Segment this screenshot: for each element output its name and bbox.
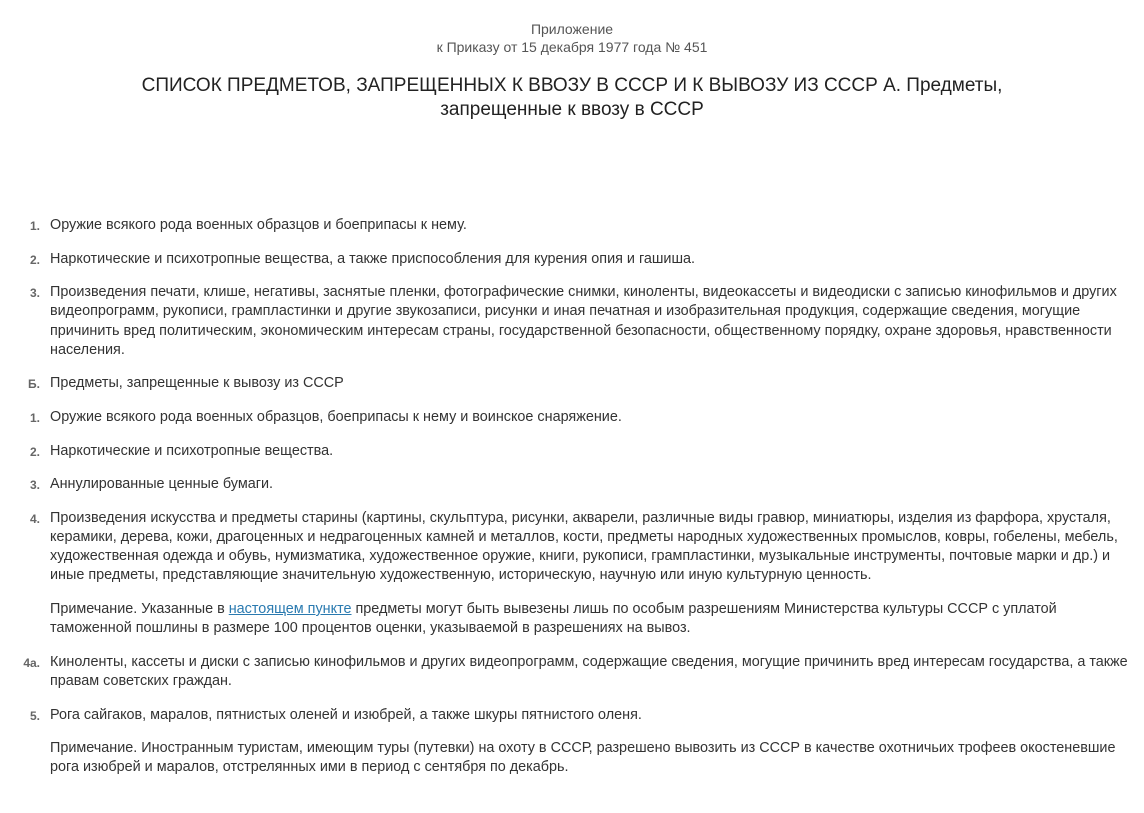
clause-number: 1. xyxy=(29,410,40,425)
clause-number: 4. xyxy=(29,511,40,526)
document-body xyxy=(0,216,1144,792)
clause-number: 5. xyxy=(29,708,40,723)
clause-number: 3. xyxy=(29,478,40,493)
clause-b-2 xyxy=(0,442,1144,461)
clause-number: 2. xyxy=(29,444,40,459)
order-reference: к Приказу от 15 декабря 1977 года № 451 xyxy=(436,39,708,55)
note-text: Примечание. Иностранным туристам, имеющим туры (путевки) на охоту в СССР, разрешено вывозить из СССР в качестве охотничьих трофеев окостеневшие рога изюбрей и маралов, отстрелянных ими в период с сентября по декабрь. xyxy=(50,740,1116,776)
clause-b-5 xyxy=(0,706,1144,725)
clause-number: 3. xyxy=(29,286,40,301)
clause-b-5-note xyxy=(0,739,1144,777)
section-b-heading xyxy=(0,374,1144,393)
clause-text: Киноленты, кассеты и диски с записью кинофильмов и других видеопрограмм, содержащие сведения, могущие причинить вред интересам государства, а также правам советских граждан. xyxy=(50,653,1128,689)
clause-b-4a xyxy=(0,653,1144,691)
clause-text: Аннулированные ценные бумаги. xyxy=(50,476,274,493)
clause-text: Произведения печати, клише, негативы, заснятые пленки, фотографические снимки, киноленты, видеокассеты и видеодиски с записью кинофильмов и других видеопрограмм, рукописи, грампластинки и другие звукозаписи, рисунки и иная печатная и изобразительная продукция, содержащие сведения, могущие причинить вред политическим, экономическим интересам страны, государственной безопасности, общественному порядку, охране здоровья, нравственности населения. xyxy=(50,284,1117,358)
document-header xyxy=(0,20,1144,122)
clause-text: Оружие всякого рода военных образцов, боеприпасы к нему и воинское снаряжение. xyxy=(50,408,622,425)
clause-number: 4а. xyxy=(23,655,40,670)
clause-text: Наркотические и психотропные вещества, а также приспособления для курения опия и гашиша. xyxy=(50,250,696,267)
clause-text: Наркотические и психотропные вещества. xyxy=(50,442,334,459)
note-text-after: предметы могут быть вывезены лишь по особым разрешениям Министерства культуры СССР с уплатой таможенной пошлины в размере 100 процентов оценки, указываемой в разрешениях на вывоз. xyxy=(50,600,1057,637)
clause-number: 2. xyxy=(29,252,40,267)
note-text-before: Примечание. Указанные в xyxy=(50,600,229,617)
section-b-title: Предметы, запрещенные к вывозу из СССР xyxy=(50,375,344,392)
clause-a-1 xyxy=(0,216,1144,235)
clause-text: Оружие всякого рода военных образцов и боеприпасы к нему. xyxy=(50,217,467,233)
document-title: СПИСОК ПРЕДМЕТОВ, ЗАПРЕЩЕННЫХ К ВВОЗУ В СССР И К ВЫВОЗУ ИЗ СССР А. Предметы, запрещенные к ввозу в СССР xyxy=(141,75,1003,120)
appendix-label: Приложение xyxy=(530,21,614,37)
clause-text: Рога сайгаков, маралов, пятнистых оленей и изюбрей, а также шкуры пятнистого оленя. xyxy=(50,706,642,723)
clause-a-2 xyxy=(0,250,1144,269)
clause-text: Произведения искусства и предметы старины (картины, скульптура, рисунки, акварели, различные виды гравюр, миниатюры, изделия из фарфора, хрусталя, керамики, дерева, кожи, драгоценных и недрагоценных камней и металлов, кости, предметы народных художественных промыслов, ковры, гобелены, мебель, художественная одежда и обувь, нумизматика, художественное оружие, книги, рукописи, грампластинки, музыкальные инструменты, почтовые марки и др.) и иные предметы, представляющие значительную художественную, историческую, научную или иную культурную ценность. xyxy=(50,509,1118,584)
current-clause-link[interactable]: настоящем пункте xyxy=(228,600,352,617)
clause-b-3 xyxy=(0,475,1144,494)
clause-a-3 xyxy=(0,283,1144,360)
clause-b-1 xyxy=(0,408,1144,427)
section-b-letter: Б. xyxy=(28,377,40,392)
clause-b-4-note xyxy=(0,600,1144,638)
clause-number: 1. xyxy=(29,219,40,233)
clause-b-4 xyxy=(0,509,1144,586)
appendix-block xyxy=(0,20,1144,56)
